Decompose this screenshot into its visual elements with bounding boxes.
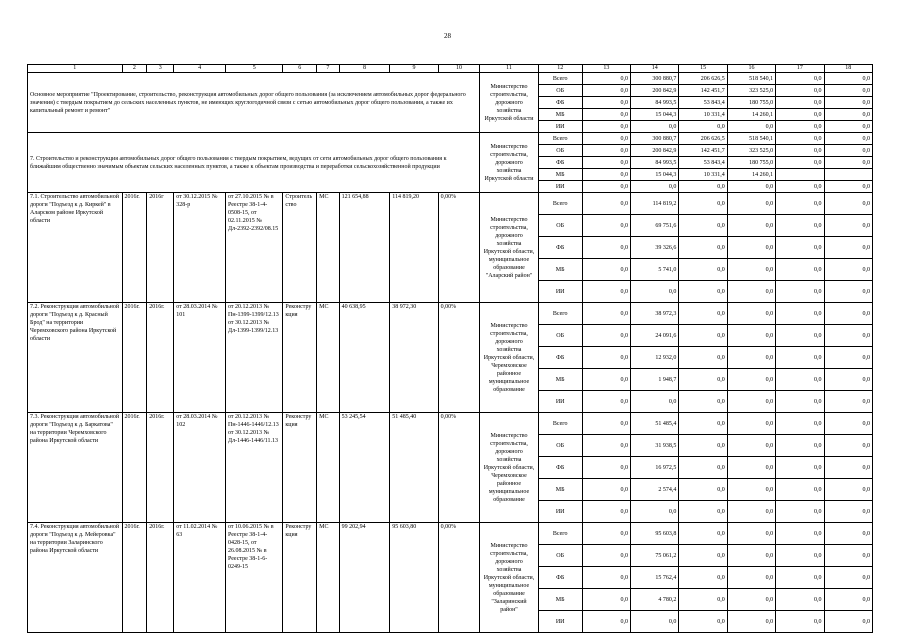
amount-cell-c17: 0,0 (776, 259, 824, 281)
amount-cell-c16: 0,0 (727, 413, 775, 435)
amount-cell-c17: 0,0 (776, 145, 824, 157)
amount-cell-c14: 12 932,0 (631, 347, 679, 369)
amount-cell-c17: 0,0 (776, 391, 824, 413)
amount-cell-c15: 206 626,5 (679, 133, 727, 145)
funding-source-cell: ОБ (538, 145, 582, 157)
column-number-7: 7 (317, 65, 340, 73)
amount-cell-c14: 200 842,9 (631, 145, 679, 157)
funding-source-cell: МБ (538, 259, 582, 281)
amount-cell-c16: 0,0 (727, 181, 775, 193)
project-end-cell: 2016г. (147, 413, 174, 523)
amount-cell-c14: 24 091,6 (631, 325, 679, 347)
amount-cell-c15: 0,0 (679, 523, 727, 545)
project-name-cell: 7.2. Реконструкция автомобильной дороги "Подъезд к д. Красный Брод" на территории Черемховского района Иркутской области (28, 303, 123, 413)
amount-cell-c15: 0,0 (679, 259, 727, 281)
amount-cell-c16: 0,0 (727, 303, 775, 325)
amount-cell-c14: 0,0 (631, 181, 679, 193)
page-number: 28 (444, 32, 451, 40)
amount-cell-c14: 300 880,7 (631, 133, 679, 145)
amount-cell-c16: 180 755,0 (727, 157, 775, 169)
amount-cell-c16: 0,0 (727, 391, 775, 413)
amount-cell-c14: 51 485,4 (631, 413, 679, 435)
amount-cell-c15: 53 843,4 (679, 97, 727, 109)
project-end-cell: 2016г (147, 193, 174, 303)
funding-source-cell: ФБ (538, 457, 582, 479)
amount-cell-c13: 0,0 (582, 369, 630, 391)
project-order-cell: от 28.03.2014 № 101 (174, 303, 226, 413)
program-table (27, 64, 873, 633)
amount-cell-c17: 0,0 (776, 215, 824, 237)
amount-cell-c16: 180 755,0 (727, 97, 775, 109)
amount-cell-c13: 0,0 (582, 121, 630, 133)
funding-source-cell: Всего (538, 133, 582, 145)
amount-cell-c15: 0,0 (679, 347, 727, 369)
project-owner-cell: МС (317, 303, 340, 413)
amount-cell-c16: 0,0 (727, 259, 775, 281)
amount-cell-c16: 0,0 (727, 589, 775, 611)
project-type-cell: Строительство (283, 193, 317, 303)
project-type-cell: Реконструкция (283, 413, 317, 523)
amount-cell-c14: 0,0 (631, 501, 679, 523)
project-name-cell: 7.1. Строительство автомобильной дороги "Подъезд к д. Киркей" в Аларском районе Иркутской области (28, 193, 123, 303)
amount-cell-c13: 0,0 (582, 325, 630, 347)
amount-cell-c17: 0,0 (776, 369, 824, 391)
amount-cell-c16: 0,0 (727, 121, 775, 133)
amount-cell-c13: 0,0 (582, 391, 630, 413)
summary-title-cell: 7. Строительство и реконструкция автомобильных дорог общего пользования с твердым покрытием, ведущих от сети автомобильных дорог общего пользования к ближайшим общественно значимым объектам сельских населенных пунктов, а также к объектам производства и переработки сельскохозяйственной продукции (28, 133, 480, 193)
amount-cell-c18: 0,0 (824, 391, 873, 413)
amount-cell-c18: 0,0 (824, 501, 873, 523)
amount-cell-c15: 142 451,7 (679, 85, 727, 97)
column-number-17: 17 (776, 65, 824, 73)
amount-cell-c14: 15 044,3 (631, 109, 679, 121)
column-number-15: 15 (679, 65, 727, 73)
amount-cell-c16: 14 260,1 (727, 169, 775, 181)
amount-cell-c18: 0,0 (824, 109, 873, 121)
amount-cell-c15: 0,0 (679, 121, 727, 133)
amount-cell-c17: 0,0 (776, 73, 824, 85)
project-type-cell: Реконструкция (283, 523, 317, 633)
funding-source-cell: ОБ (538, 85, 582, 97)
amount-cell-c15: 0,0 (679, 435, 727, 457)
project-row (28, 413, 873, 435)
amount-cell-c15: 0,0 (679, 281, 727, 303)
amount-cell-c16: 0,0 (727, 215, 775, 237)
amount-cell-c14: 84 993,5 (631, 157, 679, 169)
funding-source-cell: МБ (538, 589, 582, 611)
project-remaining-cost-cell: 95 603,80 (390, 523, 438, 633)
project-start-cell: 2016г. (122, 523, 147, 633)
amount-cell-c18: 0,0 (824, 133, 873, 145)
amount-cell-c17: 0,0 (776, 501, 824, 523)
amount-cell-c17: 0,0 (776, 109, 824, 121)
amount-cell-c14: 16 972,5 (631, 457, 679, 479)
amount-cell-c15: 0,0 (679, 325, 727, 347)
summary-executor-cell: Министерство строительства, дорожного хозяйства Иркутской области (480, 73, 539, 133)
amount-cell-c16: 14 260,1 (727, 109, 775, 121)
project-cost-cell: 99 202,94 (339, 523, 390, 633)
amount-cell-c15: 0,0 (679, 501, 727, 523)
amount-cell-c17: 0,0 (776, 97, 824, 109)
amount-cell-c18: 0,0 (824, 237, 873, 259)
amount-cell-c17: 0,0 (776, 193, 824, 215)
amount-cell-c18: 0,0 (824, 157, 873, 169)
amount-cell-c18: 0,0 (824, 611, 873, 633)
funding-source-cell: ФБ (538, 237, 582, 259)
amount-cell-c13: 0,0 (582, 85, 630, 97)
amount-cell-c16: 0,0 (727, 281, 775, 303)
amount-cell-c18: 0,0 (824, 325, 873, 347)
amount-cell-c18: 0,0 (824, 435, 873, 457)
amount-cell-c13: 0,0 (582, 169, 630, 181)
amount-cell-c14: 114 819,2 (631, 193, 679, 215)
project-name-cell: 7.3. Реконструкция автомобильной дороги "Подъезд к д. Баркатова" на территории Черемховского района Иркутской области (28, 413, 123, 523)
amount-cell-c17: 0,0 (776, 435, 824, 457)
column-number-2: 2 (122, 65, 147, 73)
column-number-8: 8 (339, 65, 390, 73)
amount-cell-c17: 0,0 (776, 133, 824, 145)
amount-cell-c17: 0,0 (776, 589, 824, 611)
amount-cell-c14: 0,0 (631, 121, 679, 133)
funding-source-cell: Всего (538, 413, 582, 435)
amount-cell-c18: 0,0 (824, 193, 873, 215)
amount-cell-c14: 84 993,5 (631, 97, 679, 109)
amount-cell-c13: 0,0 (582, 457, 630, 479)
column-number-9: 9 (390, 65, 438, 73)
amount-cell-c15: 0,0 (679, 303, 727, 325)
amount-cell-c18: 0,0 (824, 413, 873, 435)
project-row (28, 303, 873, 325)
amount-cell-c16: 0,0 (727, 193, 775, 215)
amount-cell-c17: 0,0 (776, 303, 824, 325)
amount-cell-c13: 0,0 (582, 303, 630, 325)
column-number-12: 12 (538, 65, 582, 73)
amount-cell-c14: 75 061,2 (631, 545, 679, 567)
amount-cell-c16: 0,0 (727, 435, 775, 457)
project-start-cell: 2016г. (122, 193, 147, 303)
funding-source-cell: МБ (538, 369, 582, 391)
amount-cell-c15: 0,0 (679, 193, 727, 215)
amount-cell-c17 (776, 169, 824, 181)
project-remaining-cost-cell: 114 819,20 (390, 193, 438, 303)
amount-cell-c16: 0,0 (727, 325, 775, 347)
project-name-cell: 7.4. Реконструкция автомобильной дороги "Подъезд к д. Мейеровка" на территории Заларинского района Иркутской области (28, 523, 123, 633)
amount-cell-c17: 0,0 (776, 347, 824, 369)
column-number-13: 13 (582, 65, 630, 73)
amount-cell-c17: 0,0 (776, 479, 824, 501)
amount-cell-c16: 0,0 (727, 347, 775, 369)
amount-cell-c18: 0,0 (824, 369, 873, 391)
project-remaining-cost-cell: 38 972,30 (390, 303, 438, 413)
amount-cell-c14: 95 603,8 (631, 523, 679, 545)
amount-cell-c14: 300 880,7 (631, 73, 679, 85)
amount-cell-c18: 0,0 (824, 181, 873, 193)
amount-cell-c13: 0,0 (582, 523, 630, 545)
funding-source-cell: МБ (538, 109, 582, 121)
project-owner-cell: МС (317, 193, 340, 303)
project-type-cell: Реконструкция (283, 303, 317, 413)
project-readiness-cell: 0,00% (438, 523, 480, 633)
amount-cell-c14: 2 574,4 (631, 479, 679, 501)
project-executor-cell: Министерство строительства, дорожного хозяйства Иркутской области, муниципальное образование "Аларский район" (480, 193, 539, 303)
summary-title-cell: Основное мероприятие "Проектирование, строительство, реконструкция автомобильных дорог общего пользования (за исключением автомобильных дорог федерального значения) с твердым покрытием до сельских населенных пунктов, не имеющих круглогодичной связи с сетью автомобильных дорог общего пользования, а также их капитальный ремонт и ремонт" (28, 73, 480, 133)
project-expertise-cell: от 27.10.2015 № в Реестре 38-1-4-0508-15, от 02.11.2015 № Дл-2392-2392/08.15 (226, 193, 283, 303)
amount-cell-c18: 0,0 (824, 523, 873, 545)
funding-source-cell: ОБ (538, 215, 582, 237)
amount-cell-c14: 15 044,3 (631, 169, 679, 181)
amount-cell-c13: 0,0 (582, 259, 630, 281)
amount-cell-c18: 0,0 (824, 145, 873, 157)
amount-cell-c15: 0,0 (679, 215, 727, 237)
amount-cell-c14: 69 751,6 (631, 215, 679, 237)
amount-cell-c14: 200 842,9 (631, 85, 679, 97)
summary-row (28, 133, 873, 145)
funding-source-cell: Всего (538, 193, 582, 215)
amount-cell-c18: 0,0 (824, 121, 873, 133)
funding-source-cell: ИИ (538, 281, 582, 303)
amount-cell-c16: 518 540,1 (727, 73, 775, 85)
amount-cell-c15: 0,0 (679, 237, 727, 259)
project-executor-cell: Министерство строительства, дорожного хозяйства Иркутской области, Черемховское районное муниципальное образование (480, 413, 539, 523)
project-readiness-cell: 0,00% (438, 193, 480, 303)
amount-cell-c18: 0,0 (824, 259, 873, 281)
amount-cell-c16: 0,0 (727, 545, 775, 567)
amount-cell-c17: 0,0 (776, 85, 824, 97)
amount-cell-c13: 0,0 (582, 73, 630, 85)
amount-cell-c14: 0,0 (631, 281, 679, 303)
amount-cell-c14: 4 780,2 (631, 589, 679, 611)
amount-cell-c13: 0,0 (582, 413, 630, 435)
amount-cell-c14: 0,0 (631, 391, 679, 413)
amount-cell-c17: 0,0 (776, 237, 824, 259)
amount-cell-c15: 0,0 (679, 181, 727, 193)
column-number-1: 1 (28, 65, 123, 73)
amount-cell-c17: 0,0 (776, 281, 824, 303)
funding-source-cell: ИИ (538, 181, 582, 193)
amount-cell-c14: 39 326,6 (631, 237, 679, 259)
amount-cell-c18: 0,0 (824, 73, 873, 85)
amount-cell-c17: 0,0 (776, 523, 824, 545)
amount-cell-c15: 10 331,4 (679, 109, 727, 121)
amount-cell-c18 (824, 169, 873, 181)
amount-cell-c15: 0,0 (679, 457, 727, 479)
amount-cell-c13: 0,0 (582, 435, 630, 457)
amount-cell-c17: 0,0 (776, 181, 824, 193)
amount-cell-c18: 0,0 (824, 567, 873, 589)
amount-cell-c13: 0,0 (582, 501, 630, 523)
project-order-cell: от 30.12.2015 № 328-р (174, 193, 226, 303)
amount-cell-c13: 0,0 (582, 545, 630, 567)
project-order-cell: от 11.02.2014 № 63 (174, 523, 226, 633)
amount-cell-c13: 0,0 (582, 237, 630, 259)
amount-cell-c15: 53 843,4 (679, 157, 727, 169)
column-number-14: 14 (631, 65, 679, 73)
amount-cell-c14: 5 741,0 (631, 259, 679, 281)
amount-cell-c15: 0,0 (679, 611, 727, 633)
amount-cell-c17: 0,0 (776, 567, 824, 589)
amount-cell-c17: 0,0 (776, 545, 824, 567)
column-number-4: 4 (174, 65, 226, 73)
funding-source-cell: МБ (538, 169, 582, 181)
amount-cell-c16: 0,0 (727, 457, 775, 479)
amount-cell-c13: 0,0 (582, 281, 630, 303)
project-end-cell: 2016г. (147, 523, 174, 633)
amount-cell-c16: 0,0 (727, 479, 775, 501)
amount-cell-c15: 10 331,4 (679, 169, 727, 181)
project-remaining-cost-cell: 51 485,40 (390, 413, 438, 523)
amount-cell-c15: 142 451,7 (679, 145, 727, 157)
amount-cell-c14: 31 938,5 (631, 435, 679, 457)
amount-cell-c13: 0,0 (582, 133, 630, 145)
column-number-3: 3 (147, 65, 174, 73)
amount-cell-c13: 0,0 (582, 109, 630, 121)
amount-cell-c16: 323 525,0 (727, 145, 775, 157)
amount-cell-c18: 0,0 (824, 545, 873, 567)
amount-cell-c14: 1 948,7 (631, 369, 679, 391)
project-executor-cell: Министерство строительства, дорожного хозяйства Иркутской области, Черемховское районное муниципальное образование (480, 303, 539, 413)
amount-cell-c17: 0,0 (776, 121, 824, 133)
funding-source-cell: ФБ (538, 97, 582, 109)
project-readiness-cell: 0,00% (438, 303, 480, 413)
amount-cell-c14: 15 762,4 (631, 567, 679, 589)
column-number-5: 5 (226, 65, 283, 73)
amount-cell-c15: 0,0 (679, 545, 727, 567)
amount-cell-c13: 0,0 (582, 567, 630, 589)
funding-source-cell: ИИ (538, 501, 582, 523)
amount-cell-c16: 0,0 (727, 567, 775, 589)
table-body (28, 65, 873, 633)
amount-cell-c13: 0,0 (582, 479, 630, 501)
amount-cell-c17: 0,0 (776, 457, 824, 479)
column-number-row (28, 65, 873, 73)
amount-cell-c14: 0,0 (631, 611, 679, 633)
funding-source-cell: Всего (538, 523, 582, 545)
project-expertise-cell: от 20.12.2013 № Пн-1446-1446/12.13 от 30.12.2013 № Дл-1446-1446/11.13 (226, 413, 283, 523)
summary-row (28, 73, 873, 85)
amount-cell-c17: 0,0 (776, 325, 824, 347)
funding-source-cell: МБ (538, 479, 582, 501)
project-start-cell: 2016г. (122, 413, 147, 523)
amount-cell-c18: 0,0 (824, 479, 873, 501)
column-number-6: 6 (283, 65, 317, 73)
amount-cell-c18: 0,0 (824, 97, 873, 109)
amount-cell-c13: 0,0 (582, 181, 630, 193)
amount-cell-c15: 0,0 (679, 413, 727, 435)
amount-cell-c18: 0,0 (824, 215, 873, 237)
amount-cell-c16: 0,0 (727, 611, 775, 633)
funding-source-cell: Всего (538, 73, 582, 85)
amount-cell-c17: 0,0 (776, 611, 824, 633)
funding-source-cell: ИИ (538, 391, 582, 413)
funding-source-cell: Всего (538, 303, 582, 325)
project-owner-cell: МС (317, 413, 340, 523)
project-expertise-cell: от 20.12.2013 № Пн-1399-1399/12.13 от 30.12.2013 № Дл-1399-1399/12.13 (226, 303, 283, 413)
amount-cell-c15: 0,0 (679, 479, 727, 501)
project-order-cell: от 28.03.2014 № 102 (174, 413, 226, 523)
amount-cell-c15: 0,0 (679, 369, 727, 391)
amount-cell-c18: 0,0 (824, 457, 873, 479)
funding-source-cell: ФБ (538, 157, 582, 169)
column-number-10: 10 (438, 65, 480, 73)
amount-cell-c18: 0,0 (824, 347, 873, 369)
project-cost-cell: 121 654,88 (339, 193, 390, 303)
project-owner-cell: МС (317, 523, 340, 633)
amount-cell-c15: 0,0 (679, 567, 727, 589)
funding-source-cell: ИИ (538, 121, 582, 133)
amount-cell-c18: 0,0 (824, 281, 873, 303)
amount-cell-c15: 206 626,5 (679, 73, 727, 85)
funding-source-cell: ФБ (538, 347, 582, 369)
amount-cell-c15: 0,0 (679, 391, 727, 413)
project-cost-cell: 40 638,95 (339, 303, 390, 413)
project-expertise-cell: от 10.06.2015 № в Реестре 38-1-4-0428-15, от 26.08.2015 № в Реестре 38-1-6-0249-15 (226, 523, 283, 633)
amount-cell-c13: 0,0 (582, 611, 630, 633)
project-readiness-cell: 0,00% (438, 413, 480, 523)
amount-cell-c13: 0,0 (582, 347, 630, 369)
project-executor-cell: Министерство строительства, дорожного хозяйства Иркутской области, муниципальное образование "Заларинский район" (480, 523, 539, 633)
amount-cell-c13: 0,0 (582, 589, 630, 611)
amount-cell-c13: 0,0 (582, 215, 630, 237)
amount-cell-c16: 518 540,1 (727, 133, 775, 145)
amount-cell-c13: 0,0 (582, 145, 630, 157)
amount-cell-c16: 323 525,0 (727, 85, 775, 97)
column-number-11: 11 (480, 65, 539, 73)
amount-cell-c18: 0,0 (824, 589, 873, 611)
amount-cell-c17: 0,0 (776, 157, 824, 169)
funding-source-cell: ИИ (538, 611, 582, 633)
amount-cell-c18: 0,0 (824, 85, 873, 97)
funding-source-cell: ОБ (538, 435, 582, 457)
amount-cell-c16: 0,0 (727, 501, 775, 523)
amount-cell-c16: 0,0 (727, 523, 775, 545)
amount-cell-c14: 38 972,3 (631, 303, 679, 325)
amount-cell-c13: 0,0 (582, 97, 630, 109)
project-row (28, 193, 873, 215)
column-number-18: 18 (824, 65, 873, 73)
project-row (28, 523, 873, 545)
project-start-cell: 2016г. (122, 303, 147, 413)
funding-source-cell: ОБ (538, 325, 582, 347)
amount-cell-c15: 0,0 (679, 589, 727, 611)
amount-cell-c17: 0,0 (776, 413, 824, 435)
amount-cell-c18: 0,0 (824, 303, 873, 325)
summary-executor-cell: Министерство строительства, дорожного хозяйства Иркутской области (480, 133, 539, 193)
column-number-16: 16 (727, 65, 775, 73)
project-cost-cell: 53 245,54 (339, 413, 390, 523)
funding-source-cell: ОБ (538, 545, 582, 567)
amount-cell-c13: 0,0 (582, 193, 630, 215)
amount-cell-c16: 0,0 (727, 369, 775, 391)
amount-cell-c13: 0,0 (582, 157, 630, 169)
funding-source-cell: ФБ (538, 567, 582, 589)
amount-cell-c16: 0,0 (727, 237, 775, 259)
project-end-cell: 2016г. (147, 303, 174, 413)
